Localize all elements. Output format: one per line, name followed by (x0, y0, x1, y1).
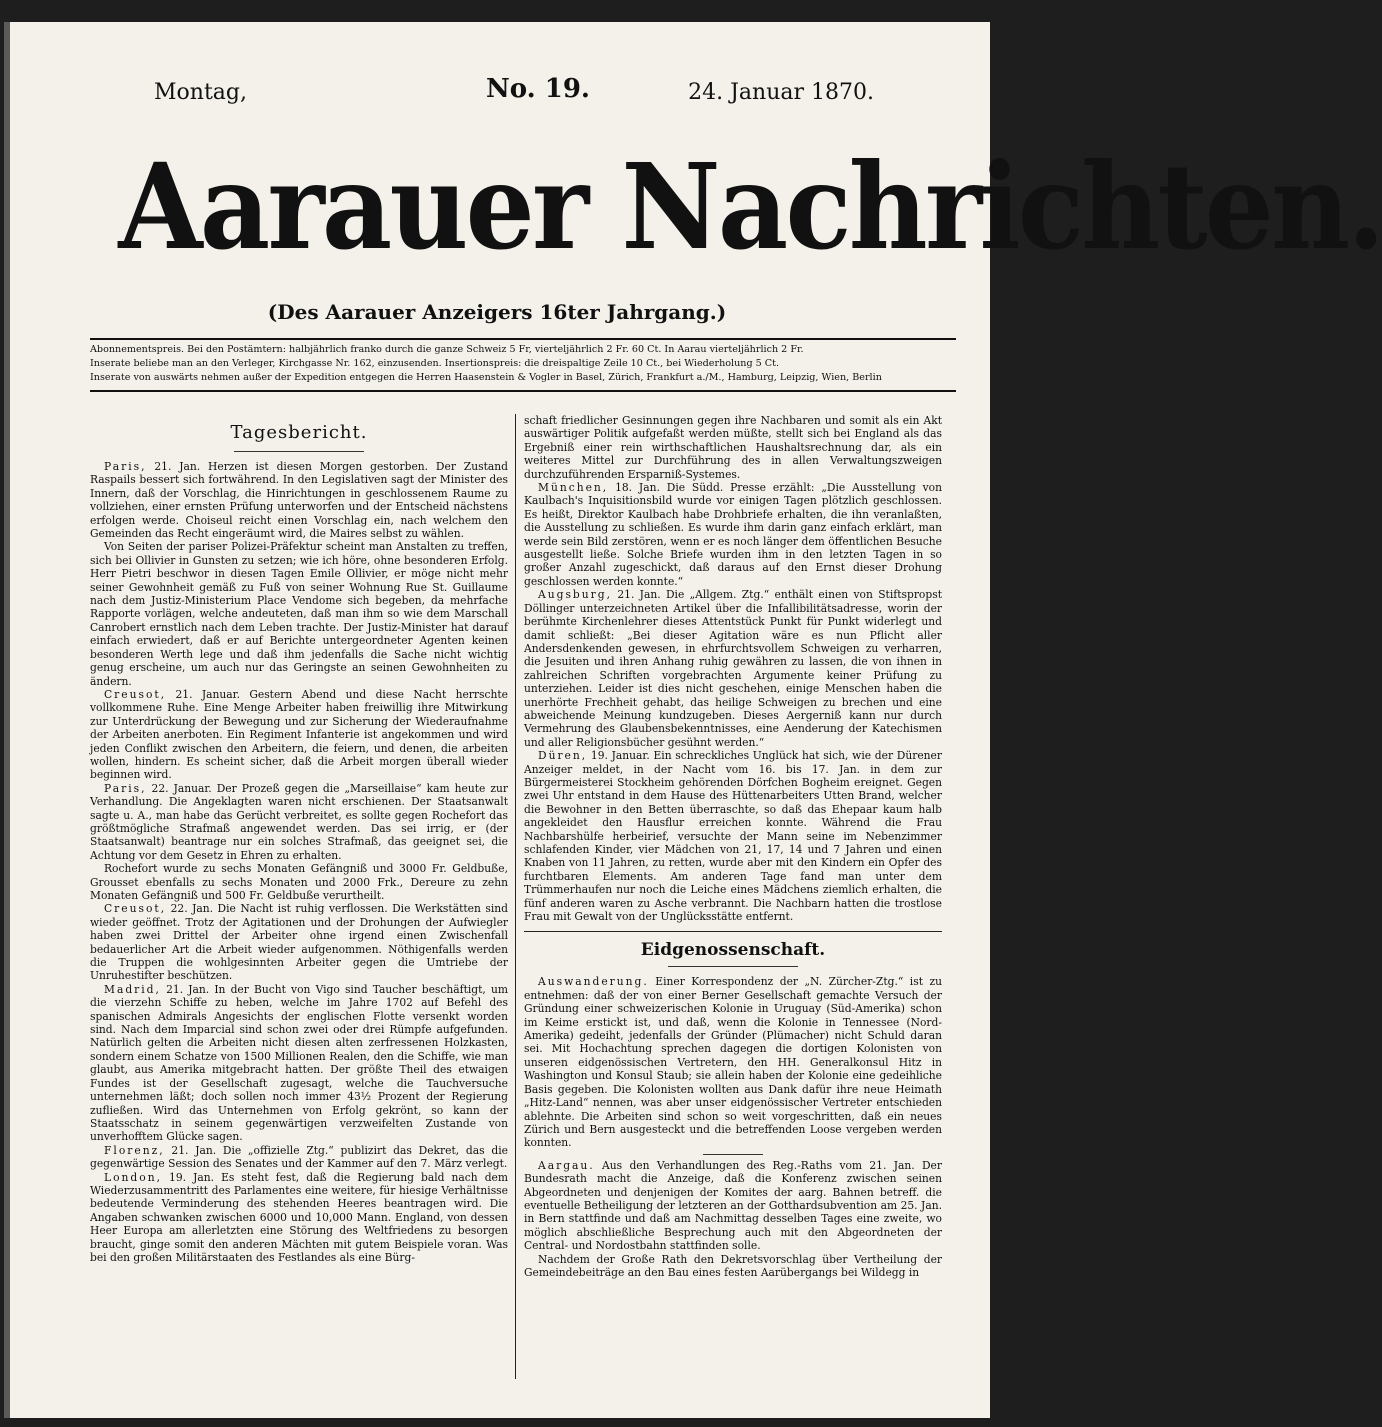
article-text: 18. Jan. Die Südd. Presse erzählt: „Die Ausstellung von Kaulbach's Inquisitionsbild wurde vor einigen Tagen plötzlich geschlossen. Es heißt, Direktor Kaulbach habe Drohbriefe erhalten, die ihn veranlaßten, die Ausstellung zu schließen. Es wurde ihm darin ganz einfach erklärt, man werde sein Bild zerstören, wenn er es noch länger dem öffentlichen Besuche ausgestellt ließe. Solche Briefe wurden ihm in den letzten Tagen in so großer Anzahl zugeschickt, daß daraus auf den Ernst dieser Drohung geschlossen werden konnte.“ (524, 481, 942, 588)
article-text: Aus den Verhandlungen des Reg.-Raths vom 21. Jan. Der Bundesrath macht die Anzeige, daß die Konferenz zwischen seinen Abgeordneten und denjenigen der Komites der aarg. Bahnen betreff. die eventuelle Betheiligung der letzteren an der Gotthardsubvention am 25. Jan. in Bern stattfinde und daß am Nachmittag desselben Tages eine zweite, wo möglich abschließliche Besprechung auch mit den Abgeordneten der Central- und Nordostbahn stattfinden solle. (524, 1158, 942, 1253)
column-left (90, 414, 508, 1382)
notice-agents: Inserate von auswärts nehmen außer der Expedition entgegen die Herren Haasenstein & Vogler in Basel, Zürich, Frankfurt a./M., Hamburg, Leipzig, Wien, Berlin (90, 372, 882, 383)
article (90, 862, 508, 902)
article (524, 749, 942, 923)
article-text: Einer Korrespondenz der „N. Zürcher-Ztg.“ ist zu entnehmen: daß der von einer Berner Gesellschaft gemachte Versuch der Gründung einer schweizerischen Kolonie in Uruguay (Süd-Amerika) schon im Keime erstickt ist, und daß, wenn die Kolonie in Tennessee (Nord-Amerika) gedeiht, jedenfalls der Gründer (Plümacher) nicht Schuld daran sei. Mit Hochachtung sprechen dagegen die dortigen Kolonisten von unseren eidgenössischen Vertretern, den HH. Generalkonsul Hitz in Washington und Konsul Staub; sie allein haben der Kolonie eine gedeihliche Basis gegeben. Die Kolonisten wollten aus Dank dafür ihre neue Heimath „Hitz-Land“ nennen, was aber unser eidgenössischer Vertreter entschieden ablehnte. Die Arbeiten sind schon so weit vorgeschritten, daß ein neues Zürich und Bern ausgesteckt und die betreffenden Loose vergeben werden konnten. (524, 975, 942, 1150)
divider (90, 338, 956, 340)
article (90, 902, 508, 982)
weekday: Montag, (154, 80, 247, 105)
article-place: Düren, (538, 749, 588, 763)
article-text: 22. Jan. Die Nacht ist ruhig verflossen. Die Werkstätten sind wieder geöffnet. Trotz der Agitationen und der Drohungen der Aufwiegler haben zwei Drittel der Arbeiter ohne irgend einen Zwischenfall bedauerlicher Art die Arbeit wieder aufgenommen. Nöthigenfalls werden die Truppen die wohlgesinnten Arbeiter gegen die Umtriebe der Unruhestifter beschützen. (90, 902, 508, 983)
article-text: 19. Januar. Ein schreckliches Unglück hat sich, wie der Dürener Anzeiger meldet, in der Nacht vom 16. bis 17. Jan. in dem zur Bürgermeisterei Stockheim gehörenden Dörfchen Bogheim ereignet. Gegen zwei Uhr entstand in dem Hause des Hüttenarbeiters Utten Brand, welcher die Bewohner in den Betten überraschte, so daß das Ehepaar kaum halb angekleidet den Hausflur erreichen konnte. Während die Frau Nachbarshülfe herbeirief, versuchte der Mann seine im Nebenzimmer schlafenden Kinder, vier Mädchen von 21, 17, 14 und 7 Jahren und einen Knaben von 11 Jahren, zu retten, wurde aber mit den Kindern ein Opfer des furchtbaren Elements. Am anderen Tage fand man unter dem Trümmerhaufen nur noch die Leiche eines Mädchens ziemlich erhalten, die fünf anderen waren zu Asche verbrannt. Die Nachbarn hatten die trostlose Frau mit Gewalt von der Unglücksstätte entfernt. (524, 749, 942, 924)
article-place: Florenz, (104, 1143, 165, 1157)
column-divider (515, 414, 516, 1379)
article-place: München, (538, 481, 609, 495)
newspaper-title: Aarauer Nachrichten. (118, 137, 1382, 276)
notice-subscription: Abonnementspreis. Bei den Postämtern: halbjährlich franko durch die ganze Schweiz 5 Fr, vierteljährlich 2 Fr. 60 Ct. In Aarau vierteljährlich 2 Fr. (90, 344, 804, 355)
divider (90, 390, 956, 392)
scan-edge (4, 22, 10, 1418)
divider (703, 1154, 763, 1155)
issue-date: 24. Januar 1870. (688, 80, 874, 105)
section-heading-eidgenossenschaft: Eidgenossenschaft. (640, 940, 826, 961)
article-place: London, (104, 1170, 162, 1184)
newspaper-subtitle: (Des Aarauer Anzeigers 16ter Jahrgang.) (267, 300, 727, 324)
notice-inserate: Inserate beliebe man an den Verleger, Kirchgasse Nr. 162, einzusenden. Insertionspreis: die dreispaltige Zeile 10 Ct., bei Wiederholung 5 Ct. (90, 358, 780, 369)
article (90, 1171, 508, 1265)
article-text: Nachdem der Große Rath den Dekretsvorschlag über Vertheilung der Gemeindebeiträge an den Bau eines festen Aarübergangs bei Wildegg in (524, 1252, 942, 1279)
article-text: Von Seiten der pariser Polizei-Präfektur scheint man Anstalten zu treffen, sich bei Ollivier in Gunsten zu setzen; wie ich höre, ohne besonderen Erfolg. Herr Pietri beschwor in diesen Tagen Emile Ollivier, er möge nicht mehr seiner Gewohnheit gemäß zu Fuß von seiner Wohnung Rue St. Guillaume nach dem Justiz-Ministerium Place Vendome sich begeben, da mehrfache Rapporte vorlägen, welche andeuteten, daß man ihm so wie dem Marschall Canrobert ernstlich nach dem Leben trachte. Der Justiz-Minister hat darauf einfach erwiedert, daß er auf Berichte untergeordneter Agenten keinen besonderen Werth lege und daß ihm jedenfalls die Sache nicht wichtig genug erscheine, um auch nur das Geringste an seinen Gewohnheiten zu ändern. (90, 540, 508, 688)
article-text: 21. Jan. Die „Allgem. Ztg.“ enthält einen von Stiftspropst Döllinger unterzeichneten Artikel über die Infallibilitätsadresse, worin der berühmte Kirchenlehrer dieses Attentstück Punkt für Punkt widerlegt und damit schließt: „Bei dieser Agitation wäre es nun Pflicht aller Andersdenkenden gewesen, in ehrfurchtsvollem Schweigen zu verharren, die Jesuiten und ihren Anhang ruhig gewähren zu lassen, die von ihnen in zahlreichen Schriften vorgebrachten Argumente keiner Prüfung zu unterziehen. Leider ist dies nicht geschehen, einige Menschen haben die unerhörte Frechheit gehabt, das heilige Schweigen zu brechen und eine abweichende Meinung kundzugeben. Dieses Aergerniß kann nur durch Vermehrung des Glaubensbekenntnisses, eine Aenderung der Katechismen und aller Religionsbücher gesühnt werden.“ (524, 588, 942, 749)
masthead-meta (154, 74, 874, 114)
article-place: Paris, (104, 460, 147, 473)
article-text: schaft friedlicher Gesinnungen gegen ihre Nachbaren und somit als ein Akt auswärtiger Politik aufgefaßt werden müßte, stellt sich bei England als das Ergebniß einer rein wirthschaftlichen Haushaltsrechnung dar, als ein weiteres Mittel zur Durchführung des in allen Verwaltungszweigen durchzuführenden Ersparniß-Systemes. (524, 414, 942, 481)
article (524, 414, 942, 481)
article (90, 782, 508, 862)
article-text: 19. Jan. Es steht fest, daß die Regierung bald nach dem Wiederzusammentritt des Parlamentes eine weitere, für hiesige Verhältnisse bedeutende Verminderung des stehenden Heeres beantragen wird. Die Angaben schwanken zwischen 6000 und 10,000 Mann. England, von dessen Heer Europa am allerletzten eine Störung des Weltfriedens zu besorgen braucht, ginge somit den anderen Mächten mit gutem Beispiele voran. Was bei den großen Militärstaaten des Festlandes als eine Bürg- (90, 1170, 508, 1264)
article-text: 21. Januar. Gestern Abend und diese Nacht herrschte vollkommene Ruhe. Eine Menge Arbeiter haben freiwillig ihre Mitwirkung zur Unterdrückung der Bewegung und zur Sicherung der Wiederaufnahme der Arbeiten anerboten. Ein Regiment Infanterie ist angekommen und wird jeden Conflikt zwischen den Arbeitern, die feiern, und denen, die arbeiten wollen, hindern. Es scheint sicher, daß die Arbeit morgen überall wieder beginnen wird. (90, 687, 508, 782)
article-place: Augsburg, (538, 588, 612, 602)
article-place: Creusot, (104, 902, 167, 916)
article (524, 481, 942, 588)
article (524, 975, 942, 1149)
article-place: Creusot, (104, 687, 167, 701)
article (90, 1144, 508, 1171)
divider (524, 931, 942, 932)
article (524, 1253, 942, 1280)
divider (234, 451, 364, 452)
article-text: 22. Januar. Der Prozeß gegen die „Marseillaise“ kam heute zur Verhandlung. Die Angeklagten waren nicht erschienen. Der Staatsanwalt sagte u. A., man habe das Gerücht verbreitet, es sollte gegen Rochefort das größtmögliche Strafmaß angewendet werden. Das sei irrig, er (der Staatsanwalt) beantrage nur ein solches Strafmaß, das geeignet sei, die Achtung vor dem Gesetz in Ehren zu erhalten. (90, 781, 509, 862)
article-text: 21. Jan. Herzen ist diesen Morgen gestorben. Der Zustand Raspails bessert sich fortwährend. In den Legislativen sagt der Minister des Innern, daß der Vorschlag, die Hinrichtungen in geschlossenem Raume zu vollziehen, einer ernsten Prüfung unterworfen und der Entscheid nächstens erfolgen werde. Choiseul reicht einen Vorschlag ein, nach welchem den Gemeinden das Recht eingeräumt wird, die Maires selbst zu wählen. (90, 460, 508, 541)
article-text: Rochefort wurde zu sechs Monaten Gefängniß und 3000 Fr. Geldbuße, Grousset ebenfalls zu sechs Monaten und 2000 Frk., Dereure zu zehn Monaten Gefängniß und 500 Fr. Geldbuße verurtheilt. (90, 862, 508, 902)
article-text: 21. Jan. Die „offizielle Ztg.“ publizirt das Dekret, das die gegenwärtige Session des Senates und der Kammer auf den 7. März verlegt. (90, 1143, 509, 1171)
article (90, 460, 508, 540)
article (524, 588, 942, 749)
newspaper-page (4, 22, 1382, 1418)
article (90, 688, 508, 782)
issue-number: No. 19. (486, 74, 590, 104)
column-right (524, 414, 942, 1382)
article-place: Madrid, (104, 982, 161, 996)
article (90, 540, 508, 687)
article (524, 1159, 942, 1253)
section-heading-tagesbericht: Tagesbericht. (230, 422, 368, 443)
article (90, 983, 508, 1144)
divider (668, 966, 798, 967)
article-place: Auswanderung. (538, 975, 649, 989)
article-text: 21. Jan. In der Bucht von Vigo sind Taucher beschäftigt, um die vierzehn Schiffe zu heben, welche im Jahre 1702 auf Befehl des spanischen Admirals Angesichts der englischen Flotte versenkt worden sind. Nach dem Imparcial sind schon zwei oder drei Rümpfe aufgefunden. Natürlich gelten die Arbeiten nicht diesen alten zerfressenen Holzkasten, sondern einem Schatze von 1500 Millionen Realen, den die Schiffe, wie man glaubt, aus Amerika mitgebracht hatten. Der größte Theil des etwaigen Fundes ist der Gesellschaft zugesagt, welche die Tauchversuche unternehmen läßt; doch sollen noch immer 43½ Prozent der Regierung zufließen. Wird das Unternehmen von Erfolg gekrönt, so kann der Staatsschatz in seinem gegenwärtigen verzweifelten Zustande von unverhofftem Glücke sagen. (90, 982, 508, 1144)
article-place: Paris, (104, 781, 147, 795)
article-place: Aargau. (538, 1158, 595, 1172)
